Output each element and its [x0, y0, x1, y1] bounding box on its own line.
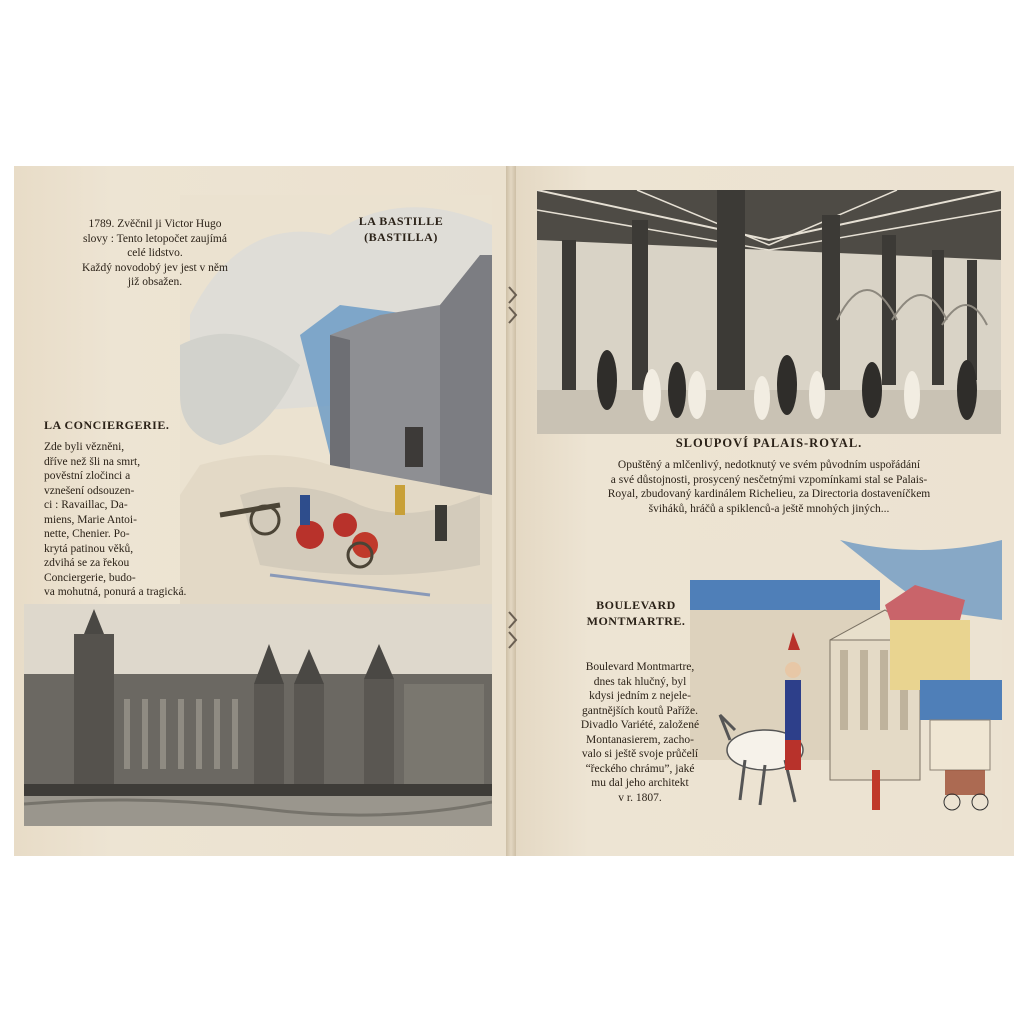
boulevard-line: “řeckého chrámu”, jaké — [585, 762, 695, 775]
palais-royal-line: Opuštěný a mlčenlivý, nedotknutý ve svém původním uspořádání — [617, 459, 921, 471]
bastille-intro-line: celé lidstvo. — [127, 247, 183, 259]
boulevard-line: kdysi jedním z nejele- — [589, 690, 691, 702]
conciergerie-line: Zde byli vězněni, — [44, 441, 125, 453]
palais-royal-line: a své důstojnosti, prosycený nesčetnými vzpomínkami stal se Palais- — [610, 473, 928, 486]
palais-royal-line: Royal, zbudovaný kardinálem Richelieu, za Directoria dostaveníčkem — [607, 488, 931, 500]
boulevard-line: mu dal jeho architekt — [591, 777, 689, 789]
boulevard-line: Montanasierem, zacho- — [586, 733, 694, 746]
bastille-title — [346, 213, 456, 245]
bastille-intro — [40, 217, 270, 290]
boulevard-title — [576, 597, 696, 629]
bastille-intro-line: 1789. Zvěčnil ji Victor Hugo — [88, 218, 222, 230]
palais-royal-caption: SLOUPOVÍ PALAIS-ROYAL. — [675, 436, 863, 450]
boulevard-text — [560, 660, 720, 805]
boulevard-line: Divadlo Variété, založené — [580, 719, 700, 731]
boulevard-title-line2: MONTMARTRE. — [586, 614, 686, 628]
boulevard-line: gantnějších koutů Paříže. — [582, 704, 698, 717]
palais-royal-text — [537, 458, 1001, 516]
palais-royal-line: šviháků, hráčů a spiklenců-a ještě mnohých jiných... — [648, 502, 890, 515]
boulevard-line: v r. 1807. — [618, 791, 662, 804]
conciergerie-line: dříve než šli na smrt, — [44, 455, 141, 468]
boulevard-line: Boulevard Montmartre, — [585, 661, 695, 673]
conciergerie-line: Conciergerie, budo- — [44, 571, 136, 584]
bastille-intro-line: již obsažen. — [127, 276, 183, 288]
binding-staple-icon — [506, 610, 520, 650]
conciergerie-line: miens, Marie Antoi- — [44, 513, 137, 526]
conciergerie-title: LA CONCIERGERIE. — [44, 418, 170, 432]
boulevard-line: valo si ještě svoje průčelí — [581, 748, 699, 760]
conciergerie-line: vznešení odsouzen- — [44, 484, 135, 497]
conciergerie-line: zdvihá se za řekou — [44, 557, 130, 569]
bastille-title-line2: (BASTILLA) — [364, 230, 438, 244]
bastille-intro-line: Každý novodobý jev jest v něm — [82, 261, 228, 274]
binding-staple-icon — [506, 285, 520, 325]
conciergerie-line: ci : Ravaillac, Da- — [44, 499, 128, 511]
boulevard-montmartre-illustration — [690, 540, 1002, 830]
booklet-spine — [506, 166, 516, 856]
bastille-title-line1: LA BASTILLE — [358, 214, 444, 228]
conciergerie-line: nette, Chenier. Po- — [44, 528, 130, 540]
boulevard-line: dnes tak hlučný, byl — [593, 675, 687, 688]
palais-royal-engraving — [537, 190, 1001, 434]
conciergerie-line: pověstní zločinci a — [44, 470, 131, 482]
conciergerie-line: va mohutná, ponurá a tragická. — [44, 586, 187, 598]
bastille-intro-line: slovy : Tento letopočet zaujímá — [83, 232, 227, 245]
conciergerie-text — [44, 440, 254, 600]
conciergerie-photo — [24, 604, 492, 826]
conciergerie-line: krytá patinou věků, — [44, 542, 134, 555]
boulevard-title-line1: BOULEVARD — [596, 598, 676, 612]
